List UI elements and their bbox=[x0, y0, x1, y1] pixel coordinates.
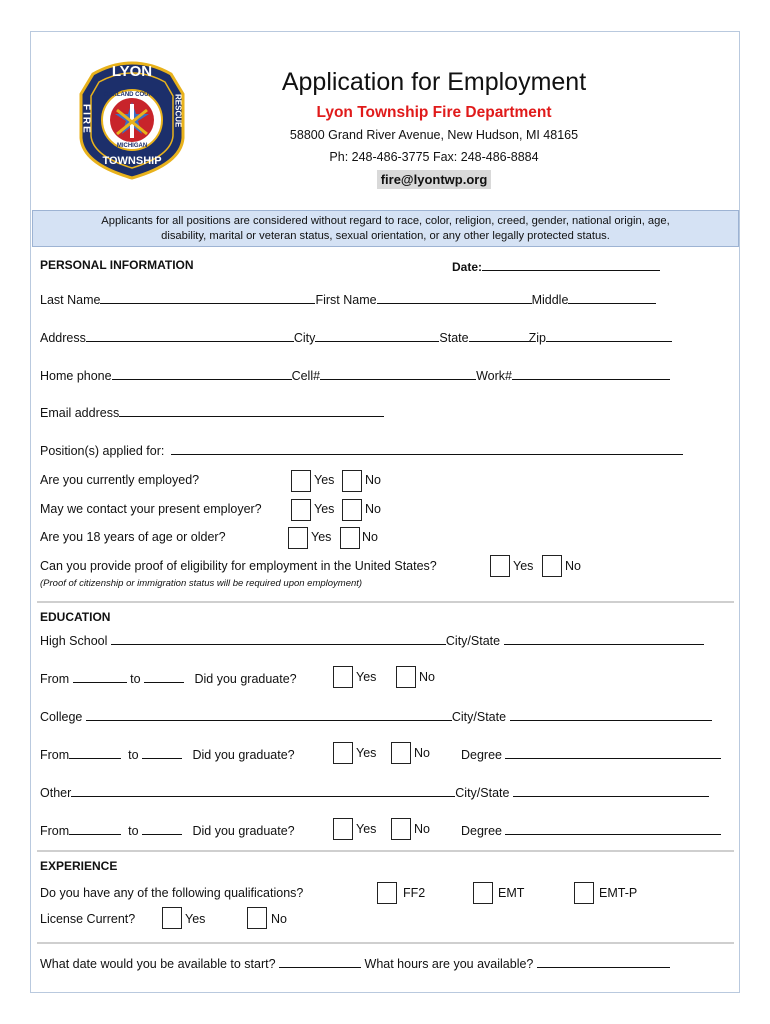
equal-opportunity-notice bbox=[32, 210, 739, 247]
form-title: Application for Employment bbox=[281, 68, 587, 96]
emt-label: EMT bbox=[498, 886, 525, 900]
middle-label: Middle bbox=[531, 293, 569, 307]
hs-graduate-no-label: No bbox=[419, 670, 435, 684]
q-eligibility-label: Can you provide proof of eligibility for employment in the United States? bbox=[40, 559, 437, 573]
other-graduate-no-label: No bbox=[414, 822, 430, 836]
hs-to-label: to bbox=[130, 672, 141, 686]
city-label: City bbox=[293, 331, 316, 345]
section-divider bbox=[37, 850, 734, 852]
other-to-label: to bbox=[128, 824, 139, 838]
logo-bottom-text: TOWNSHIP bbox=[102, 155, 162, 167]
college-city-label: City/State bbox=[451, 710, 507, 724]
emtp-checkbox[interactable] bbox=[574, 882, 594, 904]
home-phone-label: Home phone bbox=[40, 369, 112, 383]
contact-no-label: No bbox=[365, 502, 381, 516]
name-row bbox=[40, 291, 656, 307]
college-row bbox=[40, 708, 712, 724]
high-school-dates bbox=[40, 670, 297, 686]
positions-label: Position(s) applied for: bbox=[40, 444, 165, 458]
last-name-input[interactable] bbox=[100, 291, 315, 304]
college-degree-row bbox=[461, 746, 721, 762]
department-phone: Ph: 248-486-3775 Fax: 248-486-8884 bbox=[329, 150, 539, 164]
hs-from-input[interactable] bbox=[73, 670, 127, 683]
first-name-input[interactable] bbox=[377, 291, 532, 304]
college-to-label: to bbox=[128, 748, 139, 762]
logo-ring-text-bottom: MICHIGAN bbox=[116, 143, 148, 149]
last-name-label: Last Name bbox=[40, 293, 101, 307]
college-dates bbox=[40, 746, 295, 762]
address-row bbox=[40, 329, 672, 345]
section-divider bbox=[37, 942, 734, 944]
department-name: Lyon Township Fire Department bbox=[316, 104, 552, 121]
logo-right-text: RESCUE bbox=[173, 94, 183, 128]
personal-info-heading: PERSONAL INFORMATION bbox=[40, 258, 194, 272]
college-graduate-yes-label: Yes bbox=[356, 746, 377, 760]
hs-graduate-yes-label: Yes bbox=[356, 670, 377, 684]
positions-input[interactable] bbox=[171, 442, 683, 455]
employed-no-label: No bbox=[365, 473, 381, 487]
age-no-label: No bbox=[362, 530, 378, 544]
college-input[interactable] bbox=[86, 708, 452, 721]
college-graduate-yes-checkbox[interactable] bbox=[333, 742, 353, 764]
education-heading: EDUCATION bbox=[40, 610, 111, 624]
license-no-checkbox[interactable] bbox=[247, 907, 267, 929]
other-degree-label: Degree bbox=[461, 824, 502, 838]
employed-yes-label: Yes bbox=[314, 473, 335, 487]
other-from-label: From bbox=[40, 824, 70, 838]
college-graduate-label: Did you graduate? bbox=[192, 748, 295, 762]
other-graduate-no-checkbox[interactable] bbox=[391, 818, 411, 840]
work-label: Work# bbox=[476, 369, 512, 383]
hs-graduate-no-checkbox[interactable] bbox=[396, 666, 416, 688]
availability-row bbox=[40, 955, 670, 971]
other-graduate-label: Did you graduate? bbox=[192, 824, 295, 838]
experience-heading: EXPERIENCE bbox=[40, 859, 118, 873]
q-contact-label: May we contact your present employer? bbox=[40, 502, 262, 516]
eligibility-yes-checkbox[interactable] bbox=[490, 555, 510, 577]
positions-row bbox=[40, 442, 683, 458]
q-age-label: Are you 18 years of age or older? bbox=[40, 530, 226, 544]
city-input[interactable] bbox=[315, 329, 439, 342]
date-input[interactable] bbox=[482, 258, 660, 271]
contact-yes-label: Yes bbox=[314, 502, 335, 516]
work-input[interactable] bbox=[512, 367, 670, 380]
high-school-city-input[interactable] bbox=[504, 632, 704, 645]
section-divider bbox=[37, 601, 734, 603]
logo-ring-text: OAKLAND COUNTY bbox=[103, 92, 161, 98]
ff2-checkbox[interactable] bbox=[377, 882, 397, 904]
application-form bbox=[30, 31, 740, 993]
college-from-input[interactable] bbox=[69, 746, 121, 759]
notice-line-1: Applicants for all positions are considered without regard to race, color, religion, creed, gender, national origin, age, bbox=[101, 215, 670, 227]
start-date-input[interactable] bbox=[279, 955, 361, 968]
age-no-checkbox[interactable] bbox=[340, 527, 360, 549]
license-yes-checkbox[interactable] bbox=[162, 907, 182, 929]
high-school-city-label: City/State bbox=[445, 634, 501, 648]
eligibility-yes-label: Yes bbox=[513, 559, 534, 573]
college-label: College bbox=[40, 710, 83, 724]
other-degree-row bbox=[461, 822, 721, 838]
eligibility-note: (Proof of citizenship or immigration status will be required upon employment) bbox=[40, 578, 363, 589]
contact-yes-checkbox[interactable] bbox=[291, 499, 311, 521]
other-input[interactable] bbox=[71, 784, 455, 797]
email-row bbox=[40, 404, 384, 420]
college-graduate-no-label: No bbox=[414, 746, 430, 760]
other-graduate-yes-checkbox[interactable] bbox=[333, 818, 353, 840]
zip-label: Zip bbox=[528, 331, 546, 345]
department-address: 58800 Grand River Avenue, New Hudson, MI 48165 bbox=[289, 128, 579, 142]
other-row bbox=[40, 784, 709, 800]
other-degree-input[interactable] bbox=[505, 822, 721, 835]
contact-no-checkbox[interactable] bbox=[342, 499, 362, 521]
high-school-row bbox=[40, 632, 704, 648]
q-qualifications-label: Do you have any of the following qualifications? bbox=[40, 886, 304, 900]
date-field bbox=[452, 258, 660, 274]
college-degree-label: Degree bbox=[461, 748, 502, 762]
email-address-label: Email address bbox=[40, 406, 120, 420]
hs-graduate-label: Did you graduate? bbox=[194, 672, 297, 686]
emt-checkbox[interactable] bbox=[473, 882, 493, 904]
college-to-input[interactable] bbox=[142, 746, 182, 759]
ff2-label: FF2 bbox=[403, 886, 426, 900]
college-city-input[interactable] bbox=[510, 708, 712, 721]
high-school-input[interactable] bbox=[111, 632, 446, 645]
employed-no-checkbox[interactable] bbox=[342, 470, 362, 492]
other-label: Other bbox=[40, 786, 72, 800]
address-label: Address bbox=[40, 331, 86, 345]
license-label: License Current? bbox=[40, 912, 136, 926]
other-city-label: City/State bbox=[455, 786, 510, 800]
other-dates bbox=[40, 822, 295, 838]
hs-to-input[interactable] bbox=[144, 670, 184, 683]
college-from-label: From bbox=[40, 748, 70, 762]
age-yes-checkbox[interactable] bbox=[288, 527, 308, 549]
cell-label: Cell# bbox=[291, 369, 321, 383]
cell-input[interactable] bbox=[320, 367, 476, 380]
eligibility-no-checkbox[interactable] bbox=[542, 555, 562, 577]
logo-left-text: FIRE bbox=[80, 104, 92, 135]
middle-input[interactable] bbox=[568, 291, 656, 304]
start-date-label: What date would you be available to start? bbox=[40, 957, 276, 971]
address-input[interactable] bbox=[86, 329, 294, 342]
other-graduate-yes-label: Yes bbox=[356, 822, 377, 836]
other-to-input[interactable] bbox=[142, 822, 182, 835]
college-graduate-no-checkbox[interactable] bbox=[391, 742, 411, 764]
license-no-label: No bbox=[271, 912, 287, 926]
employed-yes-checkbox[interactable] bbox=[291, 470, 311, 492]
notice-line-2: disability, marital or veteran status, sexual orientation, or any other legally protected status. bbox=[161, 230, 610, 242]
license-yes-label: Yes bbox=[185, 912, 206, 926]
hs-from-label: From bbox=[40, 672, 70, 686]
other-city-input[interactable] bbox=[513, 784, 709, 797]
age-yes-label: Yes bbox=[311, 530, 332, 544]
hs-graduate-yes-checkbox[interactable] bbox=[333, 666, 353, 688]
phone-row bbox=[40, 367, 670, 383]
logo-top-text: LYON bbox=[111, 63, 153, 80]
high-school-label: High School bbox=[40, 634, 108, 648]
department-email[interactable]: fire@lyontwp.org bbox=[377, 170, 492, 189]
hours-label: What hours are you available? bbox=[364, 957, 534, 971]
hours-input[interactable] bbox=[537, 955, 670, 968]
date-label: Date: bbox=[452, 260, 483, 274]
q-employed-label: Are you currently employed? bbox=[40, 473, 200, 487]
other-from-input[interactable] bbox=[69, 822, 121, 835]
college-degree-input[interactable] bbox=[505, 746, 721, 759]
state-input[interactable] bbox=[469, 329, 529, 342]
state-label: State bbox=[439, 331, 469, 345]
emtp-label: EMT-P bbox=[599, 886, 638, 900]
first-name-label: First Name bbox=[315, 293, 377, 307]
zip-input[interactable] bbox=[546, 329, 672, 342]
eligibility-no-label: No bbox=[565, 559, 581, 573]
home-phone-input[interactable] bbox=[112, 367, 292, 380]
email-address-input[interactable] bbox=[119, 404, 384, 417]
